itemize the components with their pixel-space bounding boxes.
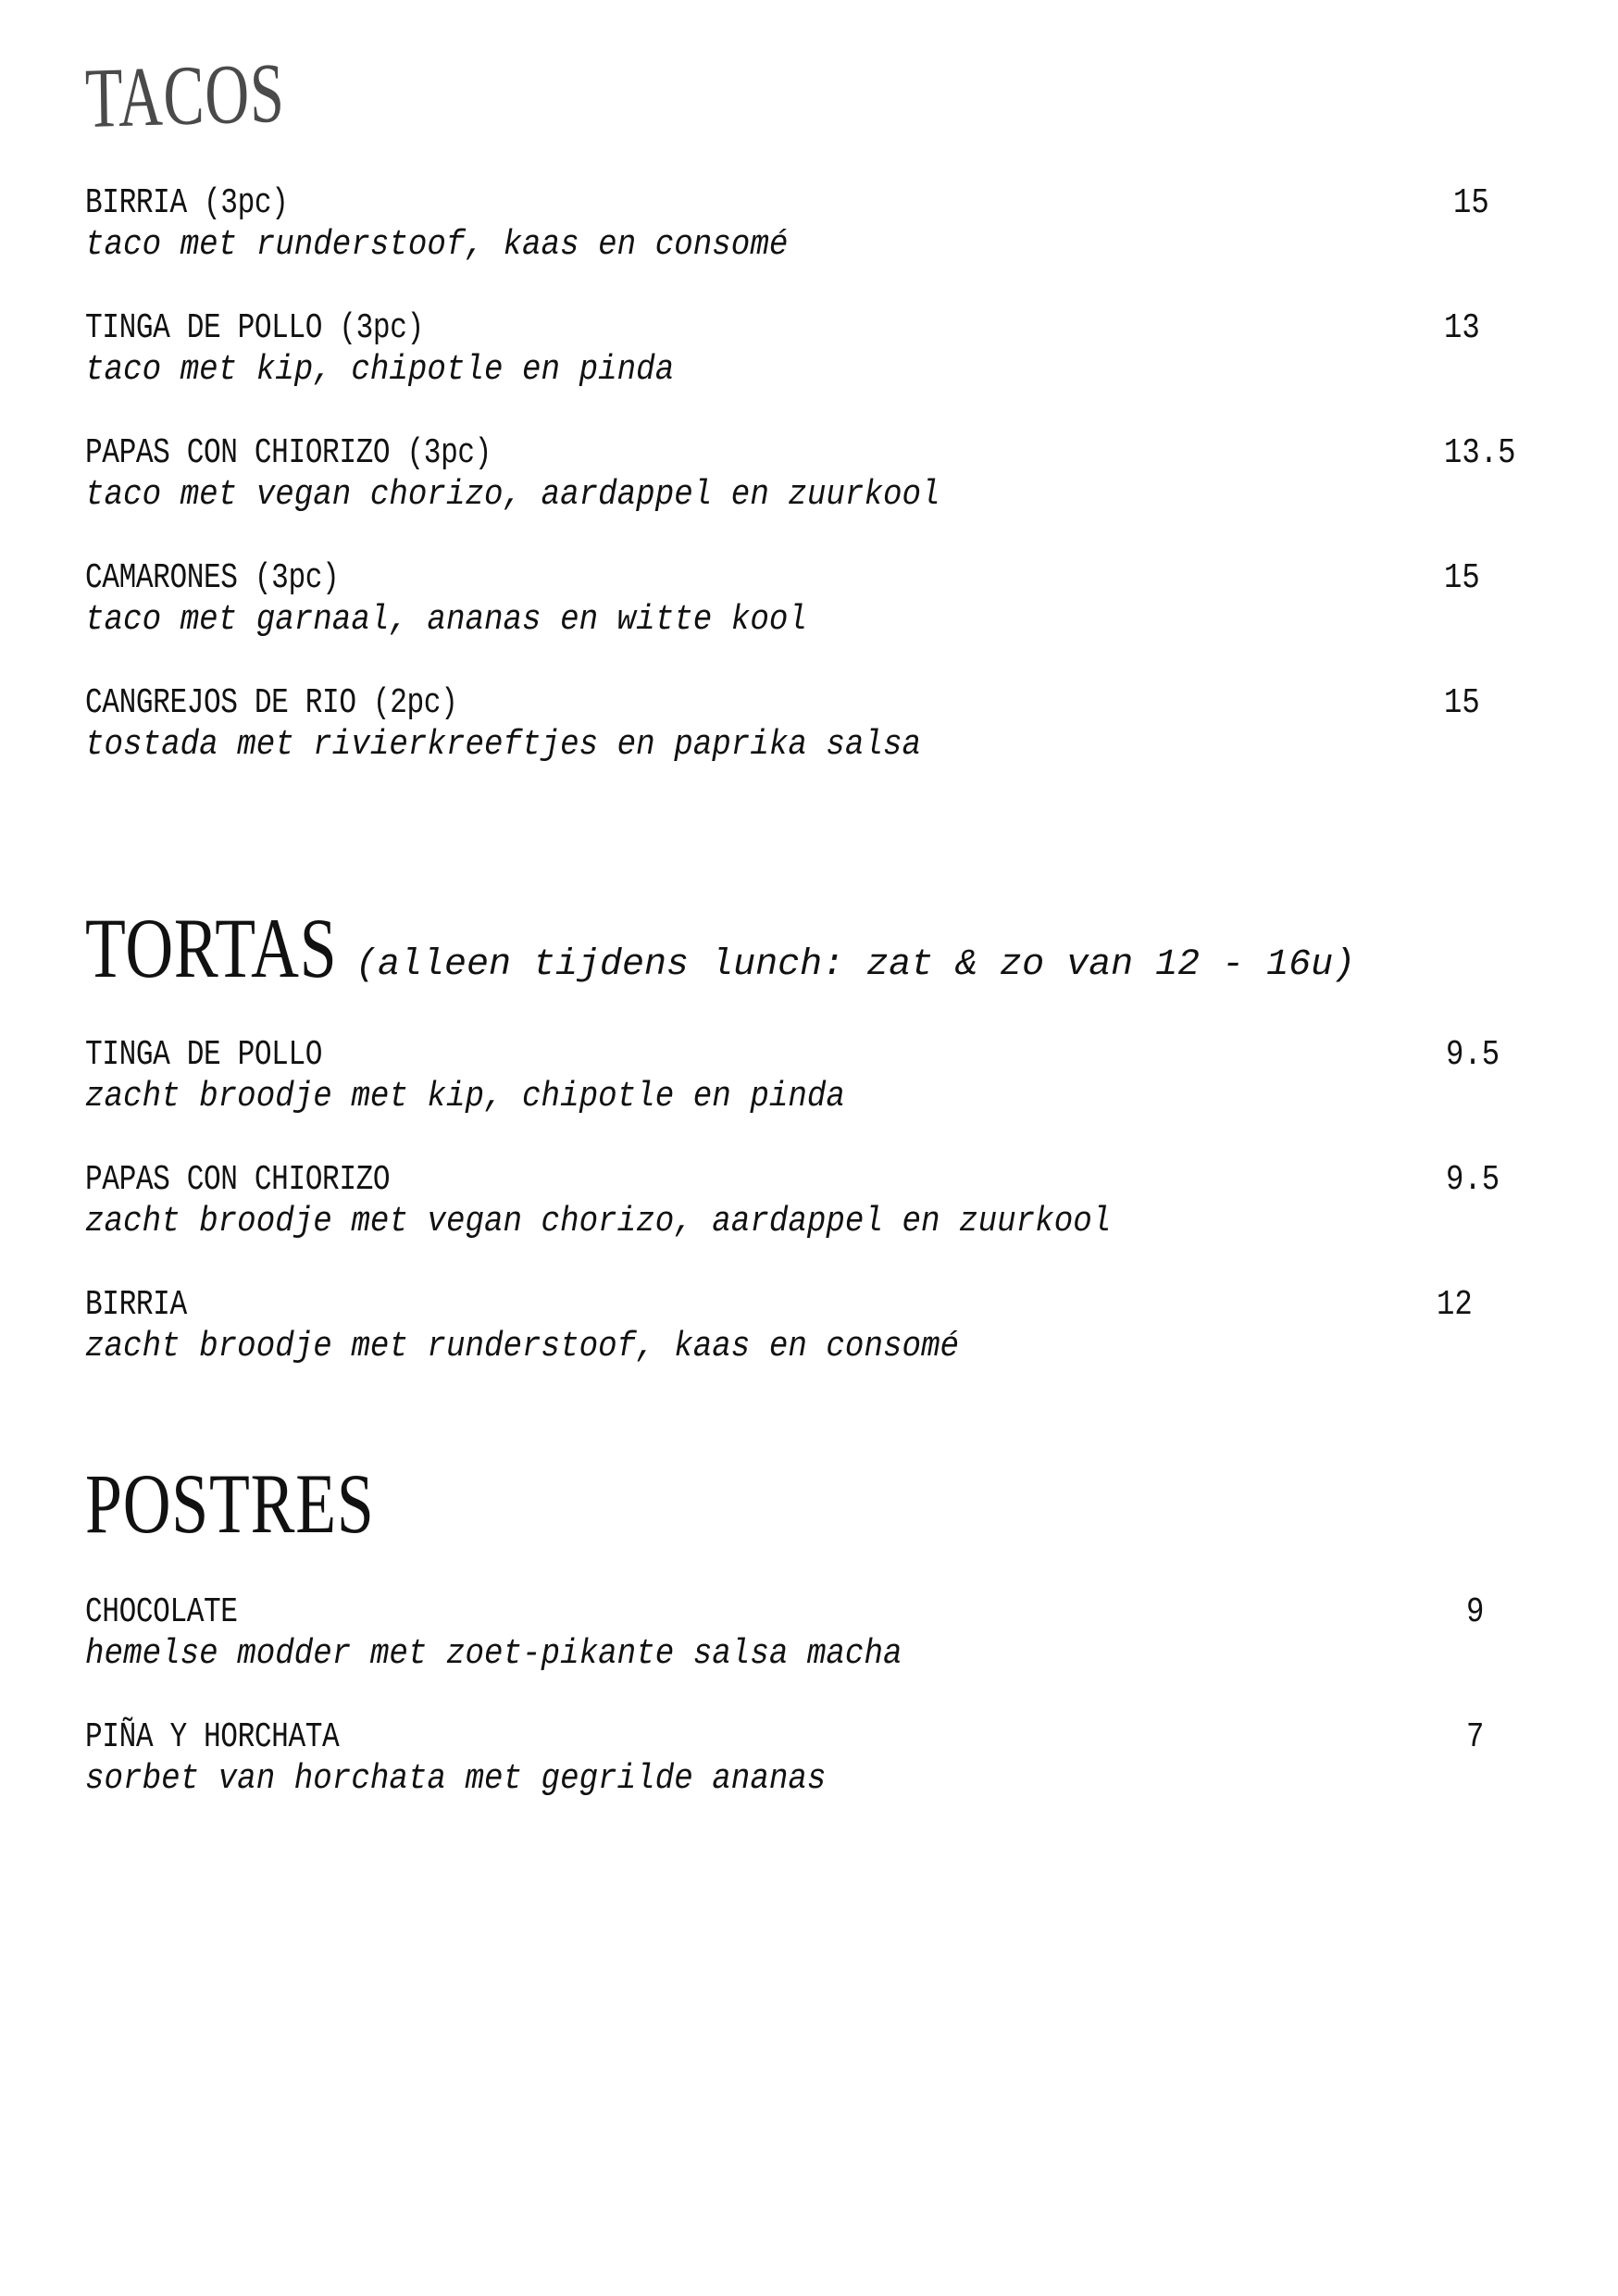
menu-item — [85, 1035, 1548, 1128]
item-price: 9.5 — [1446, 1035, 1500, 1075]
item-description: tostada met rivierkreeftjes en paprika salsa — [85, 725, 922, 765]
menu-item — [85, 683, 1548, 776]
section-tortas — [85, 901, 1548, 995]
item-price: 13 — [1444, 308, 1480, 348]
item-description: taco met garnaal, ananas en witte kool — [85, 600, 807, 640]
item-name: PAPAS CON CHIORIZO — [85, 1160, 391, 1200]
item-price: 15 — [1444, 683, 1480, 723]
item-description: taco met runderstoof, kaas en consomé — [85, 225, 789, 265]
item-name: TINGA DE POLLO — [85, 1035, 323, 1075]
item-name: BIRRIA (3pc) — [85, 183, 289, 223]
item-price: 13.5 — [1444, 433, 1516, 473]
menu-item — [85, 308, 1548, 401]
item-description: sorbet van horchata met gegrilde ananas — [85, 1759, 827, 1799]
section-tacos — [84, 44, 1548, 145]
item-description: zacht broodje met kip, chipotle en pinda — [85, 1077, 845, 1117]
item-description: taco met vegan chorizo, aardappel en zuurkool — [85, 475, 940, 515]
section-title: TORTAS — [85, 901, 338, 995]
menu-item — [85, 1285, 1548, 1378]
item-description: zacht broodje met runderstoof, kaas en consomé — [85, 1327, 960, 1366]
menu-item — [85, 1160, 1548, 1253]
item-price: 7 — [1466, 1717, 1485, 1757]
menu-item — [85, 1592, 1548, 1685]
item-name: PIÑA Y HORCHATA — [85, 1717, 340, 1757]
item-price: 12 — [1437, 1285, 1473, 1325]
section-title: POSTRES — [85, 1456, 375, 1551]
item-name: CHOCOLATE — [85, 1592, 238, 1632]
item-price: 15 — [1453, 183, 1489, 223]
item-price: 15 — [1444, 558, 1480, 598]
item-name: PAPAS CON CHIORIZO (3pc) — [85, 433, 492, 473]
menu-item — [85, 1717, 1548, 1810]
item-description: taco met kip, chipotle en pinda — [85, 350, 675, 390]
item-description: zacht broodje met vegan chorizo, aardappel en zuurkool — [85, 1202, 1112, 1242]
section-postres — [85, 1456, 1548, 1551]
section-title: TACOS — [84, 44, 286, 145]
menu-item — [85, 558, 1548, 651]
menu-item — [85, 433, 1548, 526]
item-price: 9 — [1466, 1592, 1485, 1632]
menu-item — [85, 183, 1548, 276]
item-name: TINGA DE POLLO (3pc) — [85, 308, 424, 348]
item-name: CAMARONES (3pc) — [85, 558, 340, 598]
item-price: 9.5 — [1446, 1160, 1500, 1200]
item-description: hemelse modder met zoet-pikante salsa macha — [85, 1634, 902, 1674]
item-name: BIRRIA — [85, 1285, 187, 1325]
section-note: (alleen tijdens lunch: zat & zo van 12 - 16u) — [355, 944, 1356, 986]
item-name: CANGREJOS DE RIO (2pc) — [85, 683, 458, 723]
